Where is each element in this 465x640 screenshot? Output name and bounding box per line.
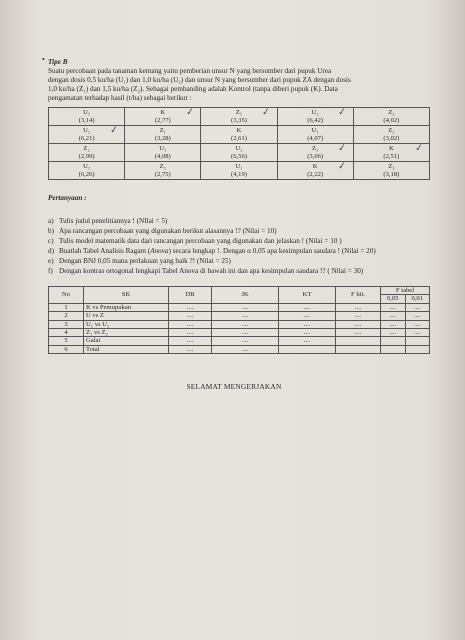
anova-row xyxy=(49,303,430,311)
anova-cell-fhit: .... xyxy=(336,320,381,328)
anova-cell-no: 2 xyxy=(49,312,84,320)
design-cell xyxy=(49,126,125,144)
yield-value: (2,51) xyxy=(383,152,400,160)
col-ftabel: F tabel xyxy=(381,287,430,295)
design-cell xyxy=(353,108,429,126)
treatment-label: K xyxy=(160,109,166,116)
col-sk: SK xyxy=(84,287,169,304)
question-item: c) Tulis model matematik data dari rancangan percobaan yang digunakan dan jelaskan ! (Nilai = 10 ) xyxy=(48,237,342,245)
anova-cell-f001 xyxy=(405,345,430,353)
design-row xyxy=(49,162,430,180)
anova-cell-kt: .... xyxy=(279,312,336,320)
question-item: b) Apa rancangan percobaan yang digunakan berikut alasannya !? (Nilai = 10) xyxy=(48,227,277,235)
col-fhit: F hit. xyxy=(336,287,381,304)
design-cell xyxy=(277,162,353,180)
question-item: a) Tulis judul penelitiannya ! (NIlai = 5) xyxy=(48,217,168,225)
anova-cell-db: .... xyxy=(169,312,212,320)
col-f001: 0,01 xyxy=(405,295,430,303)
design-cell xyxy=(277,144,353,162)
question-item: f) Dengan kontras ortogonal lengkapi Tabel Anova di bawah ini dan apa kesimpulan saudara !? ( Nilai = 30) xyxy=(48,267,364,275)
anova-cell-sk: K vs Pemupukan xyxy=(84,303,169,311)
intro-line: Suatu percobaan pada tanaman kentang yaitu pemberian unsur N yang bersumber dari pupuk Urea xyxy=(48,67,332,75)
anova-cell-jk: .... xyxy=(212,312,279,320)
design-cell xyxy=(49,162,125,180)
anova-cell-sk: Galat xyxy=(84,337,169,345)
anova-row xyxy=(49,312,430,320)
treatment-label: Z₁ xyxy=(159,127,166,134)
anova-cell-f005: .... xyxy=(381,329,406,337)
yield-value: (2,77) xyxy=(154,116,171,124)
anova-cell-f001: .... xyxy=(405,312,430,320)
yield-value: (6,26) xyxy=(78,170,95,178)
yield-value: (2,75) xyxy=(154,170,171,178)
check-mark-icon: ✓ xyxy=(185,106,196,119)
anova-row xyxy=(49,345,430,353)
yield-value: (6,56) xyxy=(231,152,247,160)
yield-value: (6,21) xyxy=(78,134,95,142)
anova-cell-jk: .... xyxy=(212,303,279,311)
intro-line: pengamatan terhadap hasil (t/ha) sebagai berikut : xyxy=(48,94,192,102)
design-table xyxy=(48,107,430,180)
anova-cell-fhit xyxy=(336,337,381,345)
check-mark-icon: ✓ xyxy=(337,160,348,173)
design-cell xyxy=(201,126,277,144)
design-cell xyxy=(201,162,277,180)
anova-cell-no: 6 xyxy=(49,345,84,353)
question-list xyxy=(48,217,420,276)
exam-title: Tipe B xyxy=(48,58,68,66)
treatment-label: Z₂ xyxy=(388,127,395,134)
anova-cell-sk: U vs Z xyxy=(84,312,169,320)
yield-value: (3,35) xyxy=(231,116,247,124)
design-cell xyxy=(125,108,201,126)
design-cell xyxy=(277,108,353,126)
anova-cell-f005: .... xyxy=(381,312,406,320)
anova-cell-jk: .... xyxy=(212,320,279,328)
bullet-mark: • xyxy=(42,55,45,64)
yield-value: (6,42) xyxy=(307,116,324,124)
anova-cell-sk: U₁ vs U₂ xyxy=(84,320,169,328)
anova-cell-no: 5 xyxy=(49,337,84,345)
anova-cell-f001: .... xyxy=(405,320,430,328)
design-cell xyxy=(125,162,201,180)
check-mark-icon: ✓ xyxy=(337,106,348,119)
treatment-label: Z₂ xyxy=(388,109,395,116)
yield-value: (4,07) xyxy=(307,134,324,142)
design-cell xyxy=(353,126,429,144)
treatment-label: Z₁ xyxy=(311,145,319,152)
intro-paragraph xyxy=(48,67,420,103)
treatment-label: K xyxy=(312,163,318,170)
yield-value: (3,14) xyxy=(78,116,95,124)
anova-row xyxy=(49,329,430,337)
question-item: d) Buatlah Tabel Analisis Ragam (Anova) secara lengkap !. Dengan α 0,05 apa kesimpulan saudara ! (Nilai = 20) xyxy=(48,247,376,255)
design-cell xyxy=(49,108,125,126)
yield-value: (3,28) xyxy=(154,134,171,142)
design-cell xyxy=(125,126,201,144)
anova-cell-f001 xyxy=(405,337,430,345)
anova-table xyxy=(48,286,430,354)
treatment-label: U₂ xyxy=(83,163,91,170)
anova-cell-kt: .... xyxy=(279,329,336,337)
treatment-label: U₁ xyxy=(235,163,243,170)
anova-cell-f005: .... xyxy=(381,303,406,311)
anova-cell-kt: .... xyxy=(279,337,336,345)
col-db: DB xyxy=(169,287,212,304)
design-row xyxy=(49,108,430,126)
design-cell xyxy=(353,144,429,162)
intro-line: dengan dosis 0,5 ku/ha (U₁) dan 1,0 ku/ha (U₂) dan unsur N yang bersumber dari pupuk ZA dengan dosis xyxy=(48,76,351,84)
treatment-label: K xyxy=(236,127,242,134)
design-cell xyxy=(201,144,277,162)
anova-cell-f005: .... xyxy=(381,320,406,328)
treatment-label: Z₁ xyxy=(388,163,395,170)
yield-value: (4,02) xyxy=(383,116,400,124)
anova-row xyxy=(49,320,430,328)
anova-cell-no: 4 xyxy=(49,329,84,337)
anova-cell-kt xyxy=(279,345,336,353)
anova-cell-db: .... xyxy=(169,337,212,345)
anova-cell-jk: .... xyxy=(212,329,279,337)
col-jk: JK xyxy=(212,287,279,304)
anova-cell-f001: .... xyxy=(405,329,430,337)
check-mark-icon: ✓ xyxy=(109,124,119,137)
yield-value: (3,18) xyxy=(383,170,400,178)
anova-cell-f005 xyxy=(381,337,406,345)
design-row xyxy=(49,126,430,144)
anova-row xyxy=(49,337,430,345)
yield-value: (3,02) xyxy=(383,134,400,142)
treatment-label: U₁ xyxy=(311,127,319,134)
col-kt: KT xyxy=(279,287,336,304)
anova-cell-kt: .... xyxy=(279,320,336,328)
check-mark-icon: ✓ xyxy=(413,142,424,155)
check-mark-icon: ✓ xyxy=(337,142,348,155)
col-f005: 0,05 xyxy=(381,295,406,303)
closing-text: SELAMAT MENGERJAKAN xyxy=(186,382,282,392)
treatment-label: U₂ xyxy=(235,145,243,152)
anova-cell-f005 xyxy=(381,345,406,353)
question-text: Buatlah Tabel Analisis Ragam (Anova) secara lengkap !. Dengan α 0,05 apa kesimpulan saudara ! (Nilai = 20) xyxy=(59,247,376,255)
anova-cell-jk: .... xyxy=(212,345,279,353)
section-title: Pertanyaan : xyxy=(48,194,87,202)
treatment-label: K xyxy=(388,145,394,152)
design-cell xyxy=(125,144,201,162)
yield-value: (2,99) xyxy=(78,152,95,160)
yield-value: (3,06) xyxy=(307,152,324,160)
anova-cell-kt: .... xyxy=(279,303,336,311)
anova-cell-no: 3 xyxy=(49,320,84,328)
design-cell xyxy=(49,144,125,162)
check-mark-icon: ✓ xyxy=(261,106,272,119)
yield-value: (2,61) xyxy=(231,134,247,142)
treatment-label: Z₂ xyxy=(159,163,166,170)
treatment-label: U₁ xyxy=(159,145,167,152)
anova-cell-db: .... xyxy=(169,329,212,337)
treatment-label: U₂ xyxy=(83,127,91,134)
anova-cell-db: .... xyxy=(169,303,212,311)
anova-cell-no: 1 xyxy=(49,303,84,311)
anova-cell-fhit: .... xyxy=(336,303,381,311)
anova-cell-fhit xyxy=(336,345,381,353)
anova-cell-db: .... xyxy=(169,320,212,328)
treatment-label: Z₂ xyxy=(83,145,90,152)
anova-cell-jk: .... xyxy=(212,337,279,345)
exam-content xyxy=(42,55,424,392)
anova-cell-db: .... xyxy=(169,345,212,353)
intro-line: 1,0 ku/ha (Z₁) dan 1,5 ku/ha (Z₂). Sebagai pembanding adalah Kontrol (tanpa diberi pupuk (K). Data xyxy=(48,85,338,93)
yield-value: (4,19) xyxy=(231,170,247,178)
yield-value: (4,08) xyxy=(154,152,171,160)
anova-cell-sk: Total xyxy=(84,345,169,353)
treatment-label: U₁ xyxy=(83,109,91,116)
yield-value: (2,22) xyxy=(307,170,324,178)
design-row xyxy=(49,144,430,162)
anova-cell-fhit: .... xyxy=(336,329,381,337)
question-item: e) Dengan BNJ 0,05 mana perlakuan yang baik ?! (Nilai = 25) xyxy=(48,257,231,265)
col-no: No xyxy=(49,287,84,304)
design-cell xyxy=(277,126,353,144)
design-cell xyxy=(201,108,277,126)
anova-cell-f001: .... xyxy=(405,303,430,311)
treatment-label: U₂ xyxy=(311,109,319,116)
anova-cell-fhit: .... xyxy=(336,312,381,320)
treatment-label: Z₁ xyxy=(235,109,243,116)
design-cell xyxy=(353,162,429,180)
anova-cell-sk: Z₁ vs Z₂ xyxy=(84,329,169,337)
